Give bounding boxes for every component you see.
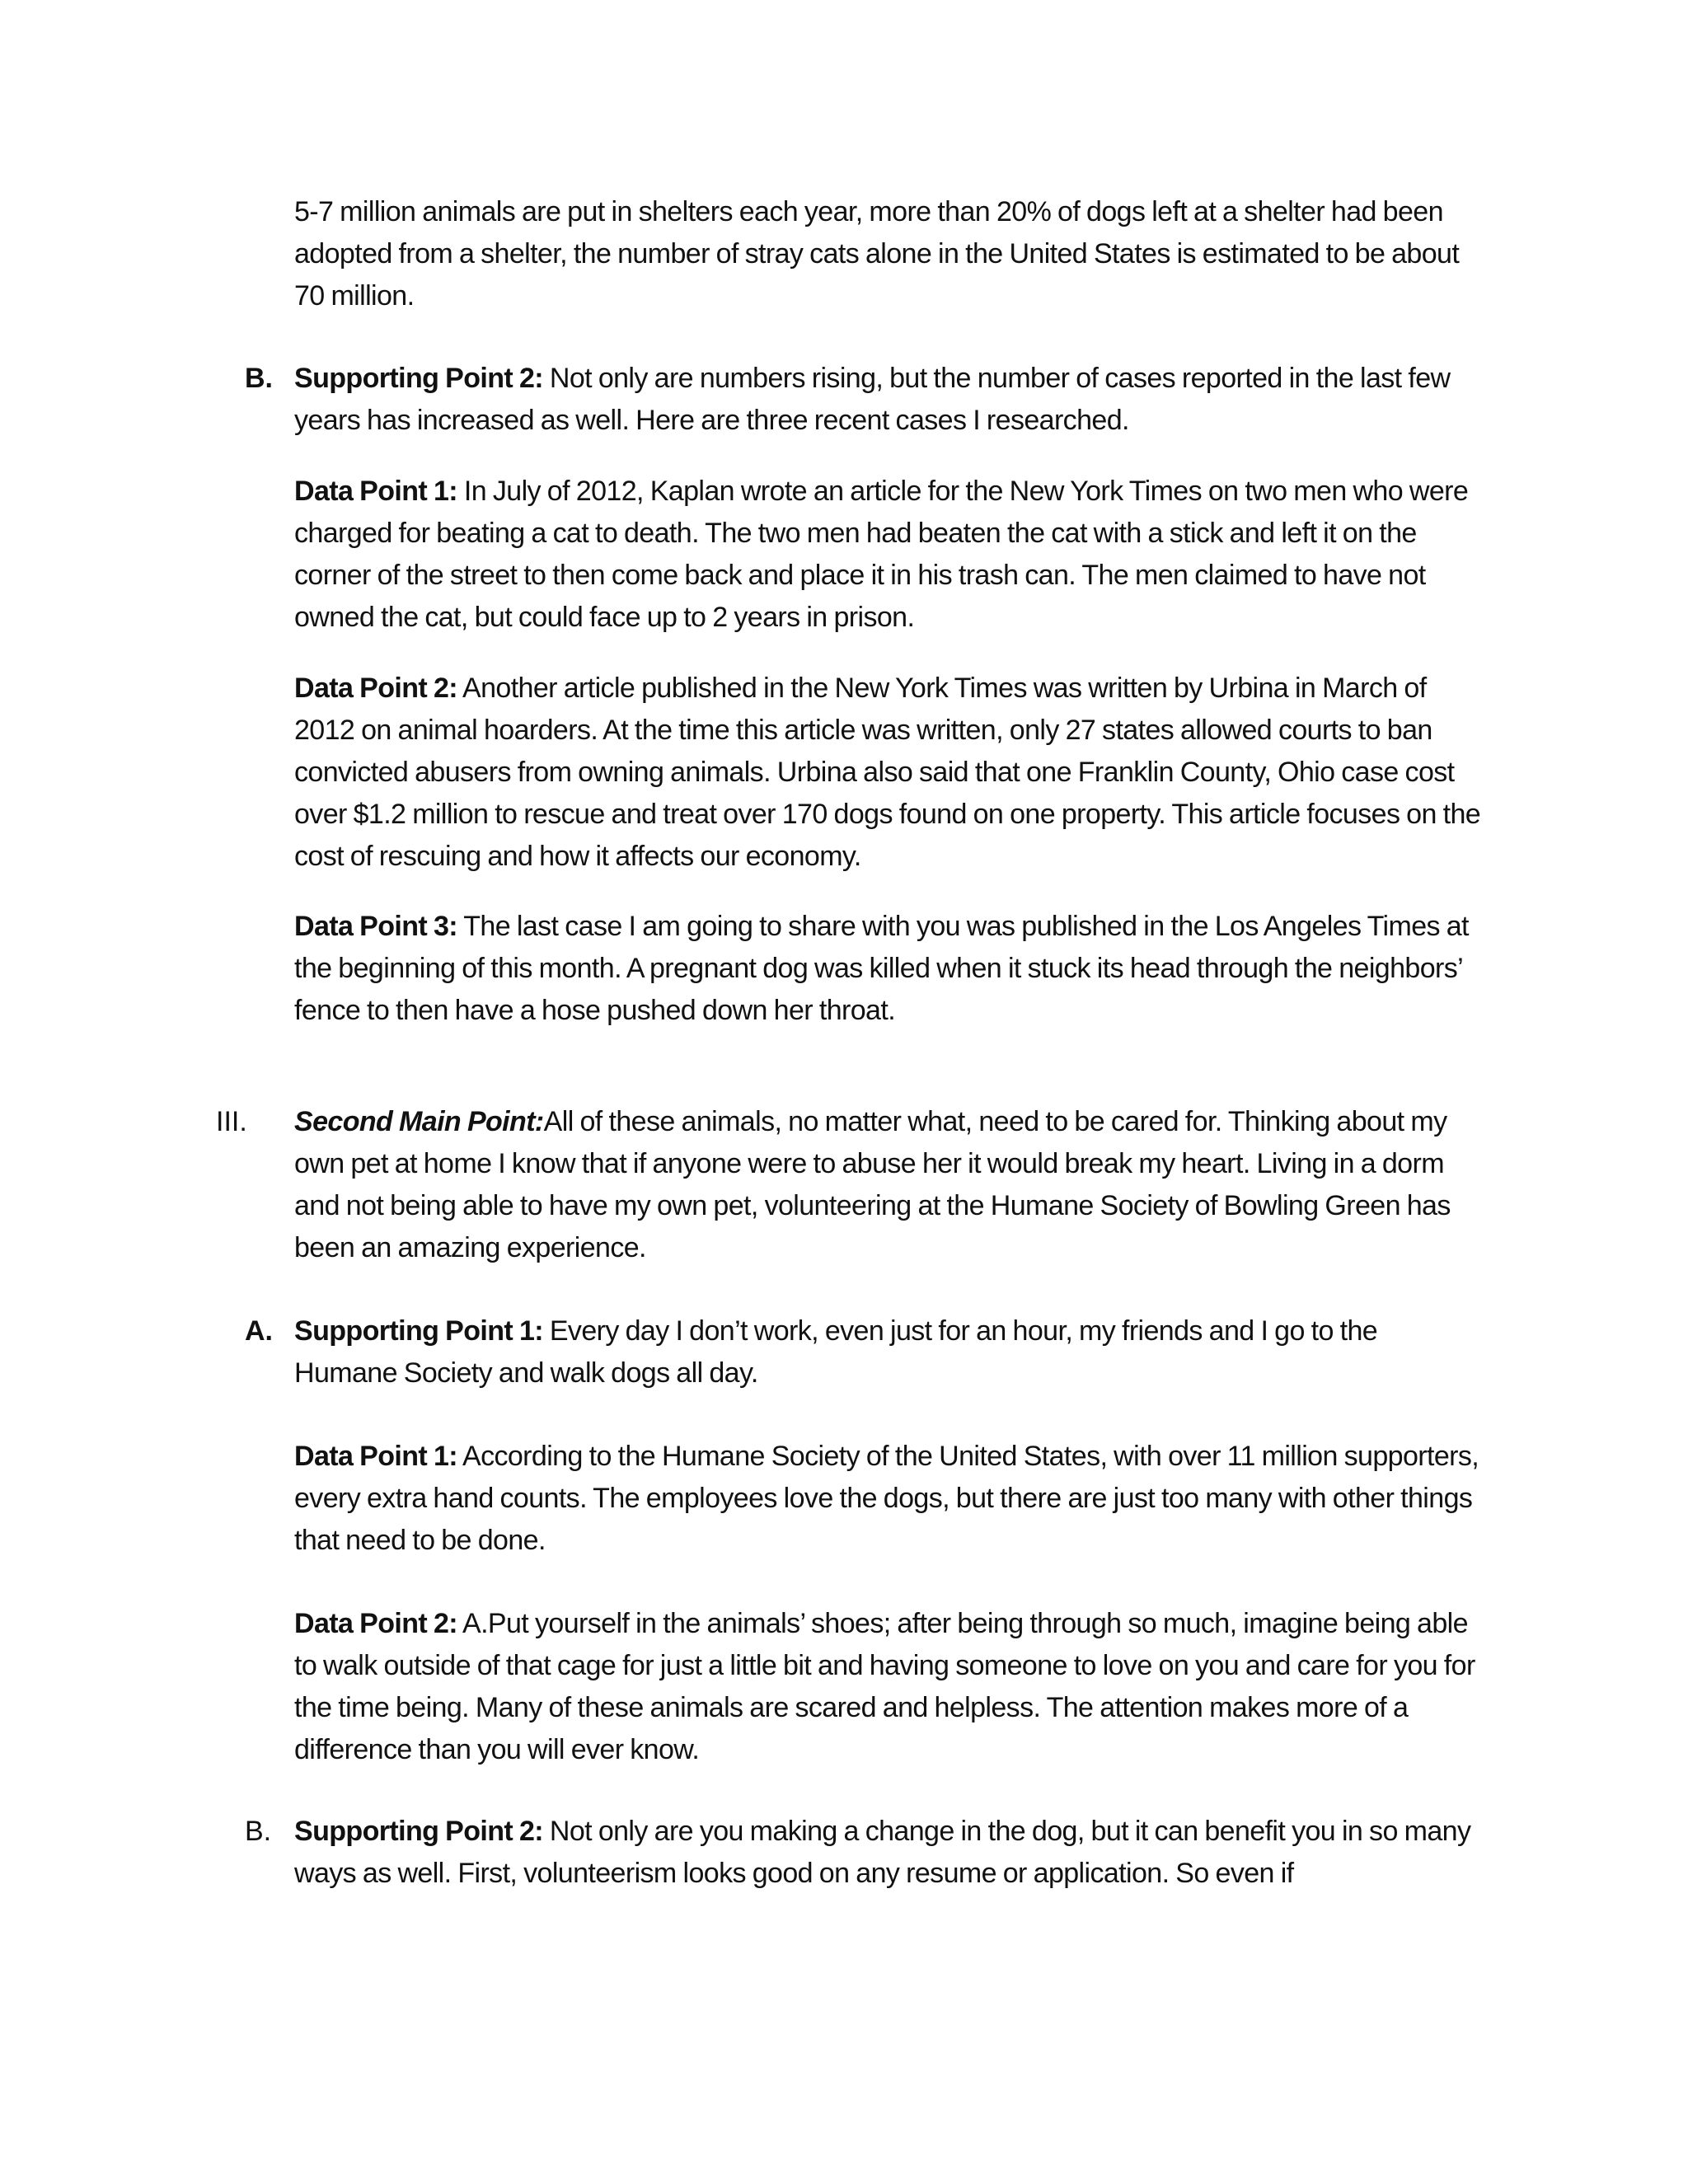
data-point-1-paragraph <box>294 471 1481 639</box>
data-point-2-paragraph <box>294 1603 1481 1771</box>
data-point-2-paragraph <box>294 668 1481 878</box>
data-point-label: Data Point 2: <box>294 673 458 704</box>
data-point-text: A.Put yourself in the animals’ shoes; after being through so much, imagine being able to walk outside of that cage for just a little bit and having someone to love on you and care for you for the time being. Many of these animals are scared and helpless. The attention makes more of a difference than you will ever know. <box>294 1608 1475 1765</box>
main-point-label: Second Main Point: <box>294 1106 544 1137</box>
supporting-point-1-paragraph <box>294 1310 1481 1394</box>
supporting-point-2-paragraph <box>294 358 1481 442</box>
data-point-label: Data Point 2: <box>294 1608 458 1639</box>
supporting-point-text: Not only are you making a change in the dog, but it can benefit you in so many ways as well. First, volunteerism looks good on any resume or application. So even if <box>294 1816 1471 1889</box>
supporting-point-marker: B. <box>245 363 273 394</box>
data-point-label: Data Point 1: <box>294 476 458 507</box>
supporting-point-text: Every day I don’t work, even just for an hour, my friends and I go to the Humane Society and walk dogs all day. <box>294 1315 1378 1389</box>
supporting-point-label: Supporting Point 2: <box>294 363 543 394</box>
main-point-marker: III. <box>216 1106 247 1137</box>
supporting-point-marker: A. <box>245 1315 273 1347</box>
supporting-point-2-paragraph <box>294 1811 1481 1895</box>
data-point-text: Another article published in the New York Times was written by Urbina in March of 2012 on animal hoarders. At the time this article was written, only 27 states allowed courts to ban convicted abusers from owning animals. Urbina also said that one Franklin County, Ohio case cost over $1.2 million to rescue and treat over 170 dogs found on one property. This article focuses on the cost of rescuing and how it affects our economy. <box>294 673 1481 872</box>
intro-paragraph-text: 5-7 million animals are put in shelters each year, more than 20% of dogs left at a shelter had been adopted from a shelter, the number of stray cats alone in the United States is estimated to be about 70 million. <box>294 196 1460 312</box>
data-point-label: Data Point 3: <box>294 911 458 942</box>
data-point-1-paragraph <box>294 1436 1481 1562</box>
supporting-point-text: Not only are numbers rising, but the number of cases reported in the last few years has increased as well. Here are three recent cases I researched. <box>294 363 1451 436</box>
second-main-point-paragraph <box>294 1101 1481 1269</box>
data-point-label: Data Point 1: <box>294 1441 458 1472</box>
intro-paragraph <box>294 191 1481 317</box>
data-point-3-paragraph <box>294 906 1481 1032</box>
supporting-point-label: Supporting Point 2: <box>294 1816 543 1847</box>
supporting-point-marker: B. <box>245 1816 272 1847</box>
supporting-point-label: Supporting Point 1: <box>294 1315 543 1347</box>
data-point-text: According to the Humane Society of the United States, with over 11 million supporters, every extra hand counts. The employees love the dogs, but there are just too many with other things that need to be done. <box>294 1441 1479 1556</box>
data-point-text: In July of 2012, Kaplan wrote an article for the New York Times on two men who were charged for beating a cat to death. The two men had beaten the cat with a stick and left it on the corner of the street to then come back and place it in his trash can. The men claimed to have not owned the cat, but could face up to 2 years in prison. <box>294 476 1469 633</box>
main-point-text: All of these animals, no matter what, need to be cared for. Thinking about my own pet at home I know that if anyone were to abuse her it would break my heart. Living in a dorm and not being able to have my own pet, volunteering at the Humane Society of Bowling Green has been an amazing experience. <box>294 1106 1451 1263</box>
data-point-text: The last case I am going to share with you was published in the Los Angeles Times at the beginning of this month. A pregnant dog was killed when it stuck its head through the neighbors’ fence to then have a hose pushed down her throat. <box>294 911 1469 1026</box>
